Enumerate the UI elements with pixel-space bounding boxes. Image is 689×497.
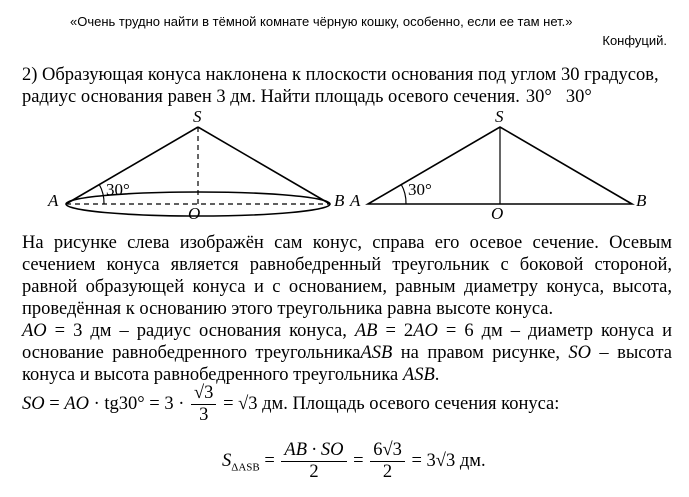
p2-text-2: = 2 [377,321,414,341]
p2-text-1: = 3 дм – радиус основания конуса, [46,321,355,341]
cone-label-angle: 30° [106,180,130,199]
f1-eq: = [44,394,65,414]
cone-label-s: S [193,107,202,126]
cone-label-o: O [188,204,201,223]
f1-tail: . Площадь осевого сечения конуса: [283,394,560,414]
formula-height [22,383,559,431]
p2-text-6: . [434,365,440,385]
f2-denominator-1: 2 [309,462,319,482]
asb-symbol-2: ASB [402,365,435,385]
f1-tg: · tg30° = 3 · [88,394,190,414]
f1-numerator: √3 [191,383,216,405]
asb-symbol: ASB [360,343,393,363]
explanation-paragraph-2 [22,320,672,386]
cone-figure [66,127,330,216]
f2-s: S [222,451,232,471]
f2-sub: ΔASB [231,461,260,474]
f2-numerator-1: AB · SO [281,440,346,462]
section-label-s: S [495,107,504,126]
section-label-b: B [636,191,647,210]
formula-area [222,440,486,490]
so-symbol: SO [568,343,591,363]
f1-denominator: 3 [199,405,209,425]
ao-symbol: AO [22,321,47,341]
problem-degree-1: 30° [525,87,552,107]
f1-fraction [191,383,216,426]
p2-text-4: на правом рисунке, [392,343,569,363]
cone-angle-arc [99,184,104,204]
cone-label-a: A [48,191,59,210]
section-label-angle: 30° [408,180,432,199]
f2-denominator-2: 2 [382,462,393,482]
f1-ao: AO [64,394,89,414]
epigraph-author: Конфуций. [602,33,667,48]
section-label-o: O [491,204,504,223]
cone-label-b: B [334,191,345,210]
f2-fraction-2 [370,440,405,483]
explanation-paragraph-1: На рисунке слева изображён сам конус, справа его осевое сечение. Осевым сечением конуса является равнобедренный треугольник с боковой стороной, равной образующей конуса и с основанием, равным диаметру конуса, высота, проведённая к основанию этого треугольника равна высоте конуса. [22,233,672,319]
f2-eq2: = [348,451,369,471]
ab-symbol: AB [354,321,378,341]
problem-line-1: 2) Образующая конуса наклонена к плоскости основания под углом 30 градусов, [22,65,659,85]
f1-so: SO [22,394,45,414]
f1-result: = √3 дм [218,394,284,414]
f2-fraction-1 [281,440,346,483]
problem-line-2-text: радиус основания равен 3 дм. Найти площадь осевого сечения. [22,87,520,107]
f2-eq1: = [259,451,280,471]
section-angle-arc [401,184,406,204]
epigraph-quote: «Очень трудно найти в тёмной комнате чёрную кошку, особенно, если ее там нет.» [70,14,573,29]
f2-result: = 3√3 дм. [406,451,486,471]
p2-text-3: = 6 дм – диаметр конуса и основание равнобедренного треугольника [22,321,672,363]
ao-symbol-2: AO [413,321,438,341]
figures [0,100,689,230]
p2-text-5: – высота конуса и высота равнобедренного треугольника [22,343,672,385]
problem-degree-2: 30° [565,87,592,107]
f2-numerator-2: 6√3 [370,440,405,462]
section-label-a: A [350,191,361,210]
